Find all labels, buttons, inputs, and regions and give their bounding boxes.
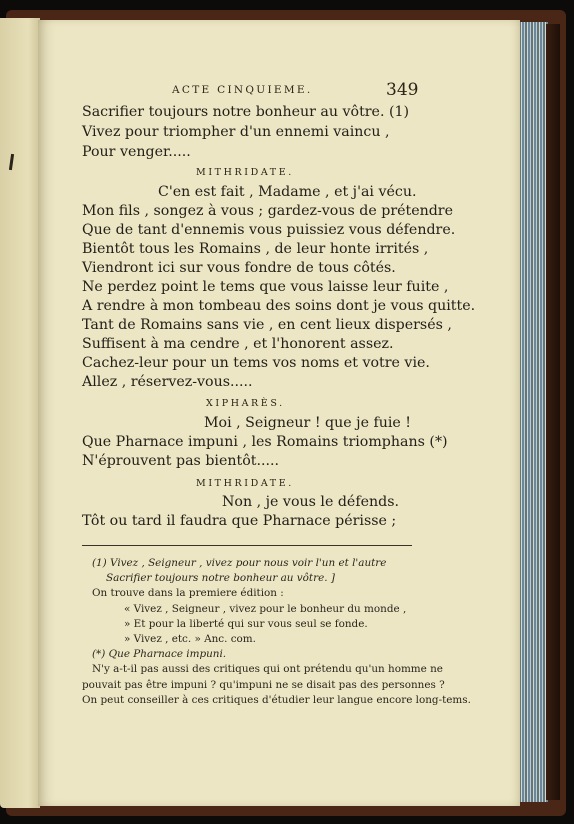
footnote-line: (1) Vivez , Seigneur , vivez pour nous voir l'un et l'autre <box>92 557 387 569</box>
verse-line: Ne perdez point le tems que vous laisse leur fuite , <box>82 279 449 295</box>
verse-line: C'en est fait , Madame , et j'ai vécu. <box>158 184 417 200</box>
verse-line: Viendront ici sur vous fondre de tous côtés. <box>82 260 396 276</box>
speaker-label: MITHRIDATE. <box>196 478 294 489</box>
verse-line: Mon fils , songez à vous ; gardez-vous de prétendre <box>82 203 453 219</box>
verse-line: Cachez-leur pour un tems vos noms et votre vie. <box>82 355 430 371</box>
verse-line: Que de tant d'ennemis vous puissiez vous défendre. <box>82 222 456 238</box>
footnote-line: On trouve dans la premiere édition : <box>92 587 284 599</box>
verse-line: Que Pharnace impuni , les Romains triomphans (*) <box>82 434 448 450</box>
footnote-line: » Vivez , etc. » Anc. com. <box>124 633 256 645</box>
speaker-label: MITHRIDATE. <box>196 167 294 178</box>
footnote-line: N'y a-t-il pas aussi des critiques qui ont prétendu qu'un homme ne <box>92 663 443 675</box>
ink-mark <box>9 154 14 170</box>
speaker-label: XIPHARÈS. <box>206 398 285 409</box>
footnote-line: « Vivez , Seigneur , vivez pour le bonheur du monde , <box>124 603 407 615</box>
page-block-edge <box>516 22 548 802</box>
page-number: 349 <box>386 80 419 100</box>
verse-line: Moi , Seigneur ! que je fuie ! <box>204 415 412 431</box>
footnote-line: (*) Que Pharnace impuni. <box>92 648 227 660</box>
cover-edge <box>546 24 560 800</box>
footnote-line: On peut conseiller à ces critiques d'étudier leur langue encore long-tems. <box>82 694 471 706</box>
verse-line: Tôt ou tard il faudra que Pharnace périsse ; <box>82 513 397 529</box>
footnote-line: » Et pour la liberté qui sur vous seul se fonde. <box>124 618 368 630</box>
verse-line: Sacrifier toujours notre bonheur au vôtre. (1) <box>82 104 410 120</box>
verse-line: Non , je vous le défends. <box>222 494 399 510</box>
verse-line: N'éprouvent pas bientôt..... <box>82 453 279 469</box>
verse-line: Pour venger..... <box>82 144 191 160</box>
footnote-line: Sacrifier toujours notre bonheur au vôtre. ] <box>106 572 335 584</box>
footnote-rule <box>82 545 412 546</box>
footnote-line: pouvait pas être impuni ? qu'impuni ne se disait pas des personnes ? <box>82 679 445 691</box>
running-title: ACTE CINQUIEME. <box>172 84 313 96</box>
verse-line: A rendre à mon tombeau des soins dont je vous quitte. <box>82 298 476 314</box>
verse-line: Vivez pour triompher d'un ennemi vaincu , <box>82 124 390 140</box>
verse-line: Tant de Romains sans vie , en cent lieux dispersés , <box>82 317 452 333</box>
verse-line: Bientôt tous les Romains , de leur honte irrités , <box>82 241 429 257</box>
facing-page-edge <box>0 18 40 808</box>
verse-line: Allez , réservez-vous..... <box>82 374 253 390</box>
verse-line: Suffisent à ma cendre , et l'honorent assez. <box>82 336 394 352</box>
